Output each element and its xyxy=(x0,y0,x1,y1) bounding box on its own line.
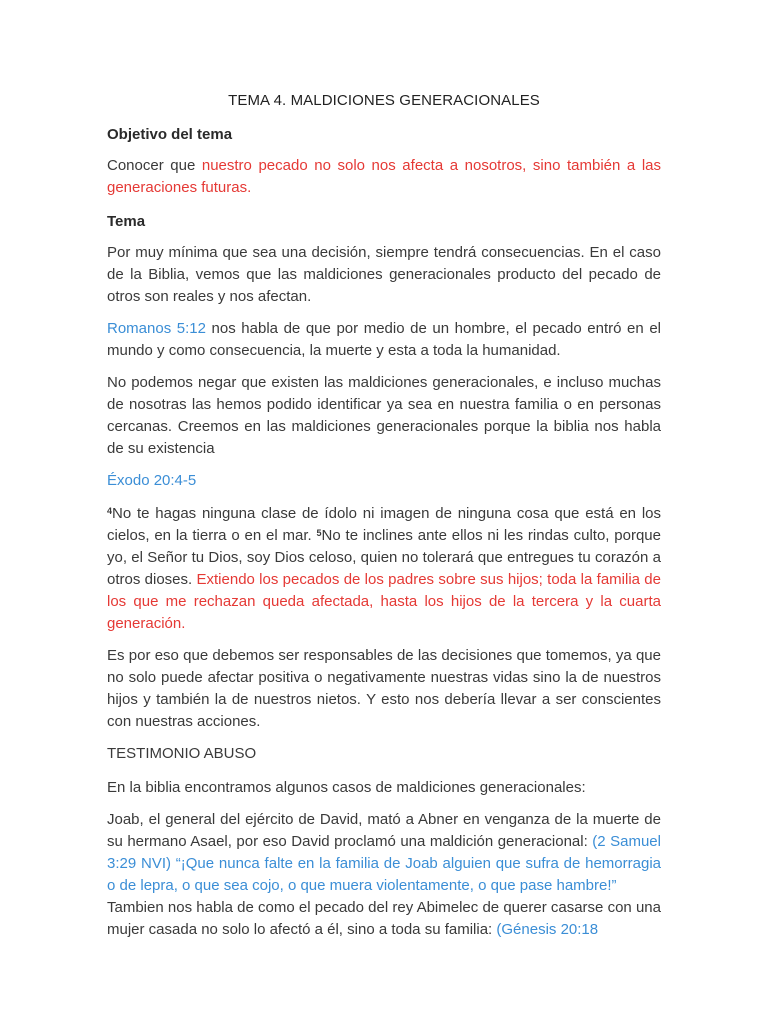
objective-lead: Conocer que xyxy=(107,157,202,174)
exodus-verse xyxy=(107,503,661,635)
paragraph-6-text: Joab, el general del ejército de David, mató a Abner en venganza de la muerte de su hermano Asael, por eso David proclamó una maldición generacional: xyxy=(107,811,661,850)
samuel-reference: (2 Samuel 3:29 NVI) “¡Que nunca falte en la familia de Joab alguien que sufra de hemorragia o de lepra, o que sea cojo, o que muera violentamente, o que pase hambre!” xyxy=(107,833,661,894)
verse-number-5: 5 xyxy=(316,528,322,538)
verse-4-text: No te hagas ninguna clase de ídolo ni imagen de ninguna cosa que está en los cielos, en la tierra o en el mar. xyxy=(107,505,661,544)
paragraph-2-text: nos habla de que por medio de un hombre, el pecado entró en el mundo y como consecuencia, la muerte y esta a toda la humanidad. xyxy=(107,320,661,359)
testimony-label: TESTIMONIO ABUSO xyxy=(107,745,257,762)
paragraph-7-text: Tambien nos habla de como el pecado del rey Abimelec de querer casarse con una mujer casada no solo lo afectó a él, sino a toda su familia: xyxy=(107,899,661,938)
objective-end: . xyxy=(247,179,252,196)
verse-highlight: Extiendo los pecados de los padres sobre sus hijos; toda la familia de los que me rechazan queda afectada, hasta los hijos de la tercera y la cuarta generación. xyxy=(107,571,661,632)
paragraph-6 xyxy=(107,809,661,897)
genesis-reference: (Génesis 20:18 xyxy=(496,921,599,938)
paragraph-1: Por muy mínima que sea una decisión, siempre tendrá consecuencias. En el caso de la Biblia, vemos que las maldiciones generacionales producto del pecado de otros son reales y nos afectan. xyxy=(107,244,661,305)
objective-heading: Objetivo del tema xyxy=(107,126,233,143)
paragraph-2 xyxy=(107,318,661,362)
objective-paragraph xyxy=(107,155,661,199)
exodus-reference: Éxodo 20:4-5 xyxy=(107,472,197,489)
topic-heading: Tema xyxy=(107,213,146,230)
verse-5-text: No te inclines ante ellos ni les rindas culto, porque yo, el Señor tu Dios, soy Dios celoso, quien no tolerará que entregues tu corazón a otros dioses. xyxy=(107,527,661,588)
objective-highlight: nuestro pecado no solo nos afecta a nosotros, sino también a las generaciones futuras xyxy=(107,157,661,196)
verse-number-4: 4 xyxy=(107,506,113,516)
paragraph-3: No podemos negar que existen las maldiciones generacionales, e incluso muchas de nosotras las hemos podido identificar ya sea en nuestra familia o en personas cercanas. Creemos en las maldiciones generacionales porque la biblia nos habla de su existencia xyxy=(107,374,661,457)
paragraph-5: En la biblia encontramos algunos casos de maldiciones generacionales: xyxy=(107,779,586,796)
document-title: TEMA 4. MALDICIONES GENERACIONALES xyxy=(228,92,540,109)
paragraph-4: Es por eso que debemos ser responsables de las decisiones que tomemos, ya que no solo puede afectar positiva o negativamente nuestras vidas sino la de nuestros hijos y también la de nuestros nietos. Y esto nos debería llevar a ser conscientes con nuestras acciones. xyxy=(107,647,661,730)
paragraph-7 xyxy=(107,897,661,941)
romans-reference: Romanos 5:12 xyxy=(107,320,206,337)
